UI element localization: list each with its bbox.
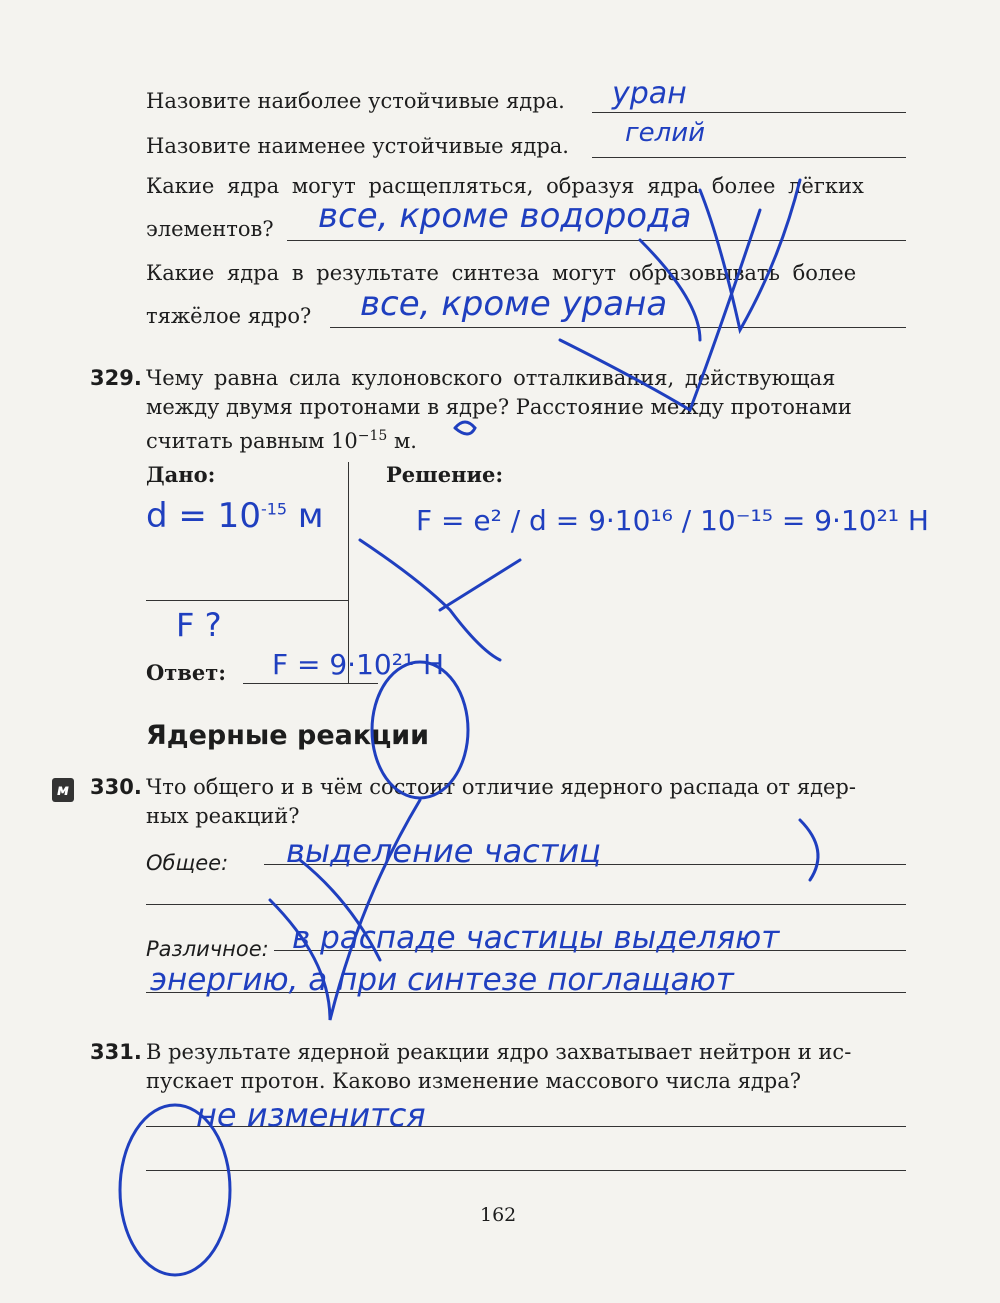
common-label: Общее: <box>146 851 229 875</box>
q328-stable-answer: уран <box>612 76 687 111</box>
q330-text-2: ных реакций? <box>146 804 300 828</box>
badge-m: м <box>52 778 74 802</box>
show-through-text <box>820 84 828 112</box>
check-mark-mid <box>360 540 520 660</box>
given-label: Дано: <box>146 462 216 487</box>
q331-text-2: пускает протон. Каково изменение массового числа ядра? <box>146 1069 801 1093</box>
q328-fission-answer-line <box>287 240 906 241</box>
q331-text-1: В результате ядерной реакции ядро захватывает нейтрон и ис- <box>146 1040 852 1064</box>
q329-number: 329. <box>90 366 142 390</box>
q328-unstable-question: Назовите наименее устойчивые ядра. <box>146 134 569 158</box>
solution-label: Решение: <box>386 462 504 487</box>
q329-text-2: между двумя протонами в ядре? Расстояние между протонами <box>146 395 852 419</box>
common-answer: выделение частиц <box>286 832 601 870</box>
q328-stable-question: Назовите наиболее устойчивые ядра. <box>146 89 565 113</box>
q330-text-1: Что общего и в чём состоит отличие ядерного распада от ядер- <box>146 775 856 799</box>
find-value: F ? <box>176 606 222 644</box>
q328-fusion-question-1: Какие ядра в результате синтеза могут образовывать более <box>146 261 857 285</box>
small-loop <box>455 422 475 434</box>
q331-number: 331. <box>90 1040 142 1064</box>
q329-text-1: Чему равна сила кулоновского отталкивания, действующая <box>146 366 836 390</box>
answer-line <box>243 683 378 684</box>
answer-label: Ответ: <box>146 660 227 685</box>
q330-number: 330. <box>90 775 142 799</box>
q328-fission-answer: все, кроме водорода <box>318 196 692 236</box>
q328-fusion-answer-line <box>330 327 906 328</box>
answer-value: F = 9·10²¹ Н <box>272 648 445 681</box>
given-find-line <box>146 600 348 601</box>
diff-answer-1: в распаде частицы выделяют <box>292 920 780 956</box>
q328-unstable-answer-line <box>592 157 906 158</box>
q329-text-3 <box>146 423 417 454</box>
section-title: Ядерные реакции <box>146 720 430 751</box>
q329-text-3-main: считать равным 10 <box>146 429 358 453</box>
q329-text-3-exponent: −15 <box>357 428 388 444</box>
given-value-main: d = 10 <box>146 496 261 536</box>
diff-label: Различное: <box>146 937 269 961</box>
q328-fusion-answer: все, кроме урана <box>360 284 668 324</box>
q328-fission-question-1: Какие ядра могут расщепляться, образуя ядра более лёгких <box>146 174 864 198</box>
check-mark-top-2 <box>700 180 800 330</box>
common-answer-line-2 <box>146 904 906 905</box>
given-value <box>146 496 324 536</box>
q328-fusion-question-2: тяжёлое ядро? <box>146 304 312 328</box>
page-number: 162 <box>480 1204 517 1226</box>
given-value-exponent: -15 <box>260 499 288 519</box>
q329-text-3-unit: м. <box>387 429 417 453</box>
given-value-unit: м <box>287 496 324 536</box>
q331-answer: не изменится <box>196 1096 426 1134</box>
arc-right <box>800 820 818 880</box>
q328-unstable-answer: гелий <box>625 118 706 148</box>
diff-answer-2: энергию, а при синтезе поглащают <box>150 962 734 998</box>
q331-answer-line-2 <box>146 1170 906 1171</box>
q328-fission-question-2: элементов? <box>146 217 274 241</box>
q328-stable-answer-line <box>592 112 906 113</box>
solution-formula: F = e² / d = 9·10¹⁶ / 10⁻¹⁵ = 9·10²¹ Н <box>416 504 929 537</box>
